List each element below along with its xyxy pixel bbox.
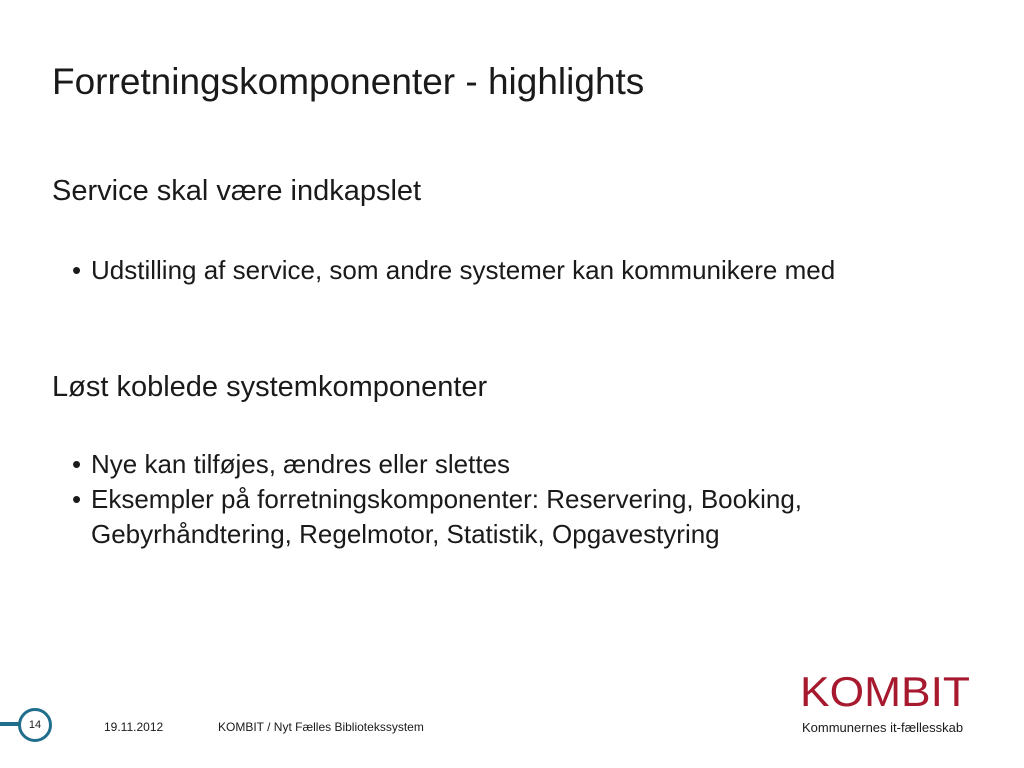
bullet-text: Udstilling af service, som andre systemer kan kommunikere med — [91, 255, 836, 285]
bullet-list-service — [72, 253, 952, 288]
kombit-logo — [800, 668, 972, 712]
footer-presentation-title: KOMBIT / Nyt Fælles Bibliotekssystem — [218, 720, 424, 734]
section-heading-loose-coupling: Løst koblede systemkomponenter — [52, 371, 488, 403]
bullet-list-loose-coupling — [72, 447, 952, 552]
page-number-badge — [18, 708, 52, 742]
bullet-item — [72, 447, 952, 482]
bullet-symbol: • — [72, 449, 82, 479]
slide-title: Forretningskomponenter - highlights — [52, 61, 645, 102]
bullet-symbol: • — [72, 484, 82, 514]
footer-date: 19.11.2012 — [104, 720, 164, 734]
section-heading-service: Service skal være indkapslet — [52, 175, 422, 207]
bullet-text: Nye kan tilføjes, ændres eller slettes — [91, 449, 511, 479]
kombit-tagline: Kommunernes it-fællesskab — [802, 720, 964, 735]
kombit-logo-wordmark: KOMBIT — [800, 668, 970, 712]
bullet-item — [72, 253, 952, 288]
bullet-item — [72, 482, 952, 552]
page-number: 14 — [28, 719, 42, 731]
bullet-text: Eksempler på forretningskomponenter: Reservering, Booking, Gebyrhåndtering, Regelmotor, Statistik, Opgavestyring — [91, 484, 803, 549]
bullet-symbol: • — [72, 255, 82, 285]
